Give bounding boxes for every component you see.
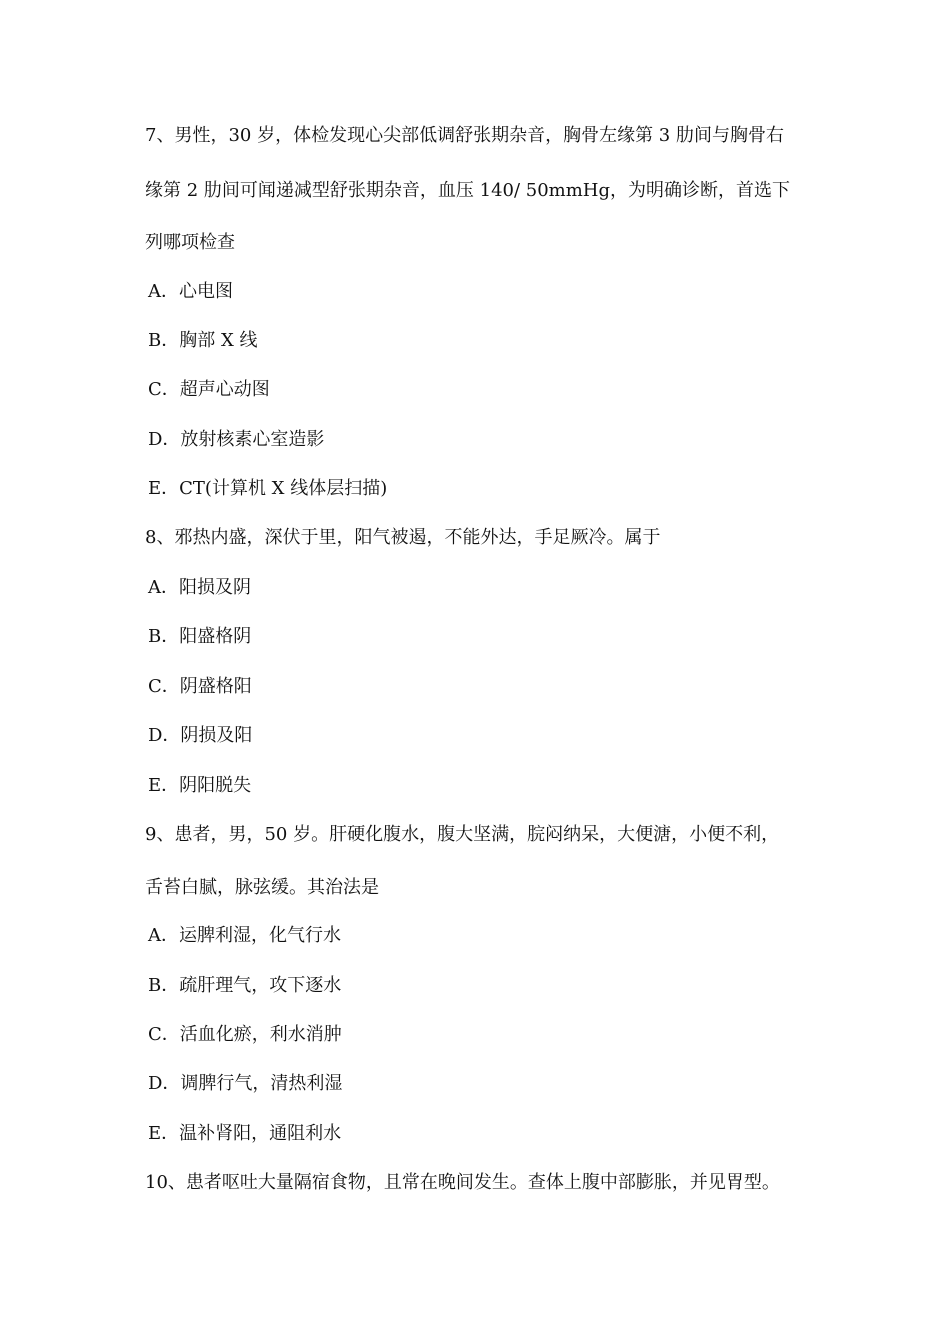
q7-option-b: B．胸部 X 线 [148,330,258,351]
q9-stem-line-1: 9、患者，男，50 岁。肝硬化腹水，腹大坚满，脘闷纳呆，大便溏，小便不利， [145,824,780,845]
q9-option-a: A．运脾利湿，化气行水 [148,925,341,946]
q9-option-b: B．疏肝理气，攻下逐水 [148,975,342,996]
q7-stem-line-1: 7、男性，30 岁，体检发现心尖部低调舒张期杂音，胸骨左缘第 3 肋间与胸骨右 [145,125,784,146]
q7-stem-line-2: 缘第 2 肋间可闻递减型舒张期杂音，血压 140/ 50mmHg，为明确诊断，首选下 [145,180,791,201]
q7-option-d: D．放射核素心室造影 [148,429,325,450]
q10-stem-line-1: 10、患者呕吐大量隔宿食物，且常在晚间发生。查体上腹中部膨胀，并见胃型。 [145,1172,780,1193]
q9-option-c: C．活血化瘀，利水消肿 [148,1024,342,1045]
q8-option-b: B．阳盛格阴 [148,626,252,647]
q8-option-a: A．阳损及阴 [148,577,251,598]
q8-option-c: C．阴盛格阳 [148,676,252,697]
q7-option-a: A．心电图 [148,281,233,302]
q8-stem-line-1: 8、邪热内盛，深伏于里，阳气被遏，不能外达，手足厥冷。属于 [145,527,661,548]
q9-option-e: E．温补肾阳，通阻利水 [148,1123,342,1144]
q9-stem-line-2: 舌苔白腻，脉弦缓。其治法是 [145,877,379,898]
q8-option-d: D．阴损及阳 [148,725,253,746]
q8-option-e: E．阴阳脱失 [148,775,252,796]
q7-option-c: C．超声心动图 [148,379,270,400]
q9-option-d: D．调脾行气，清热利湿 [148,1073,343,1094]
q7-stem-line-3: 列哪项检查 [145,232,235,253]
q7-option-e: E．CT(计算机 X 线体层扫描) [148,478,388,499]
